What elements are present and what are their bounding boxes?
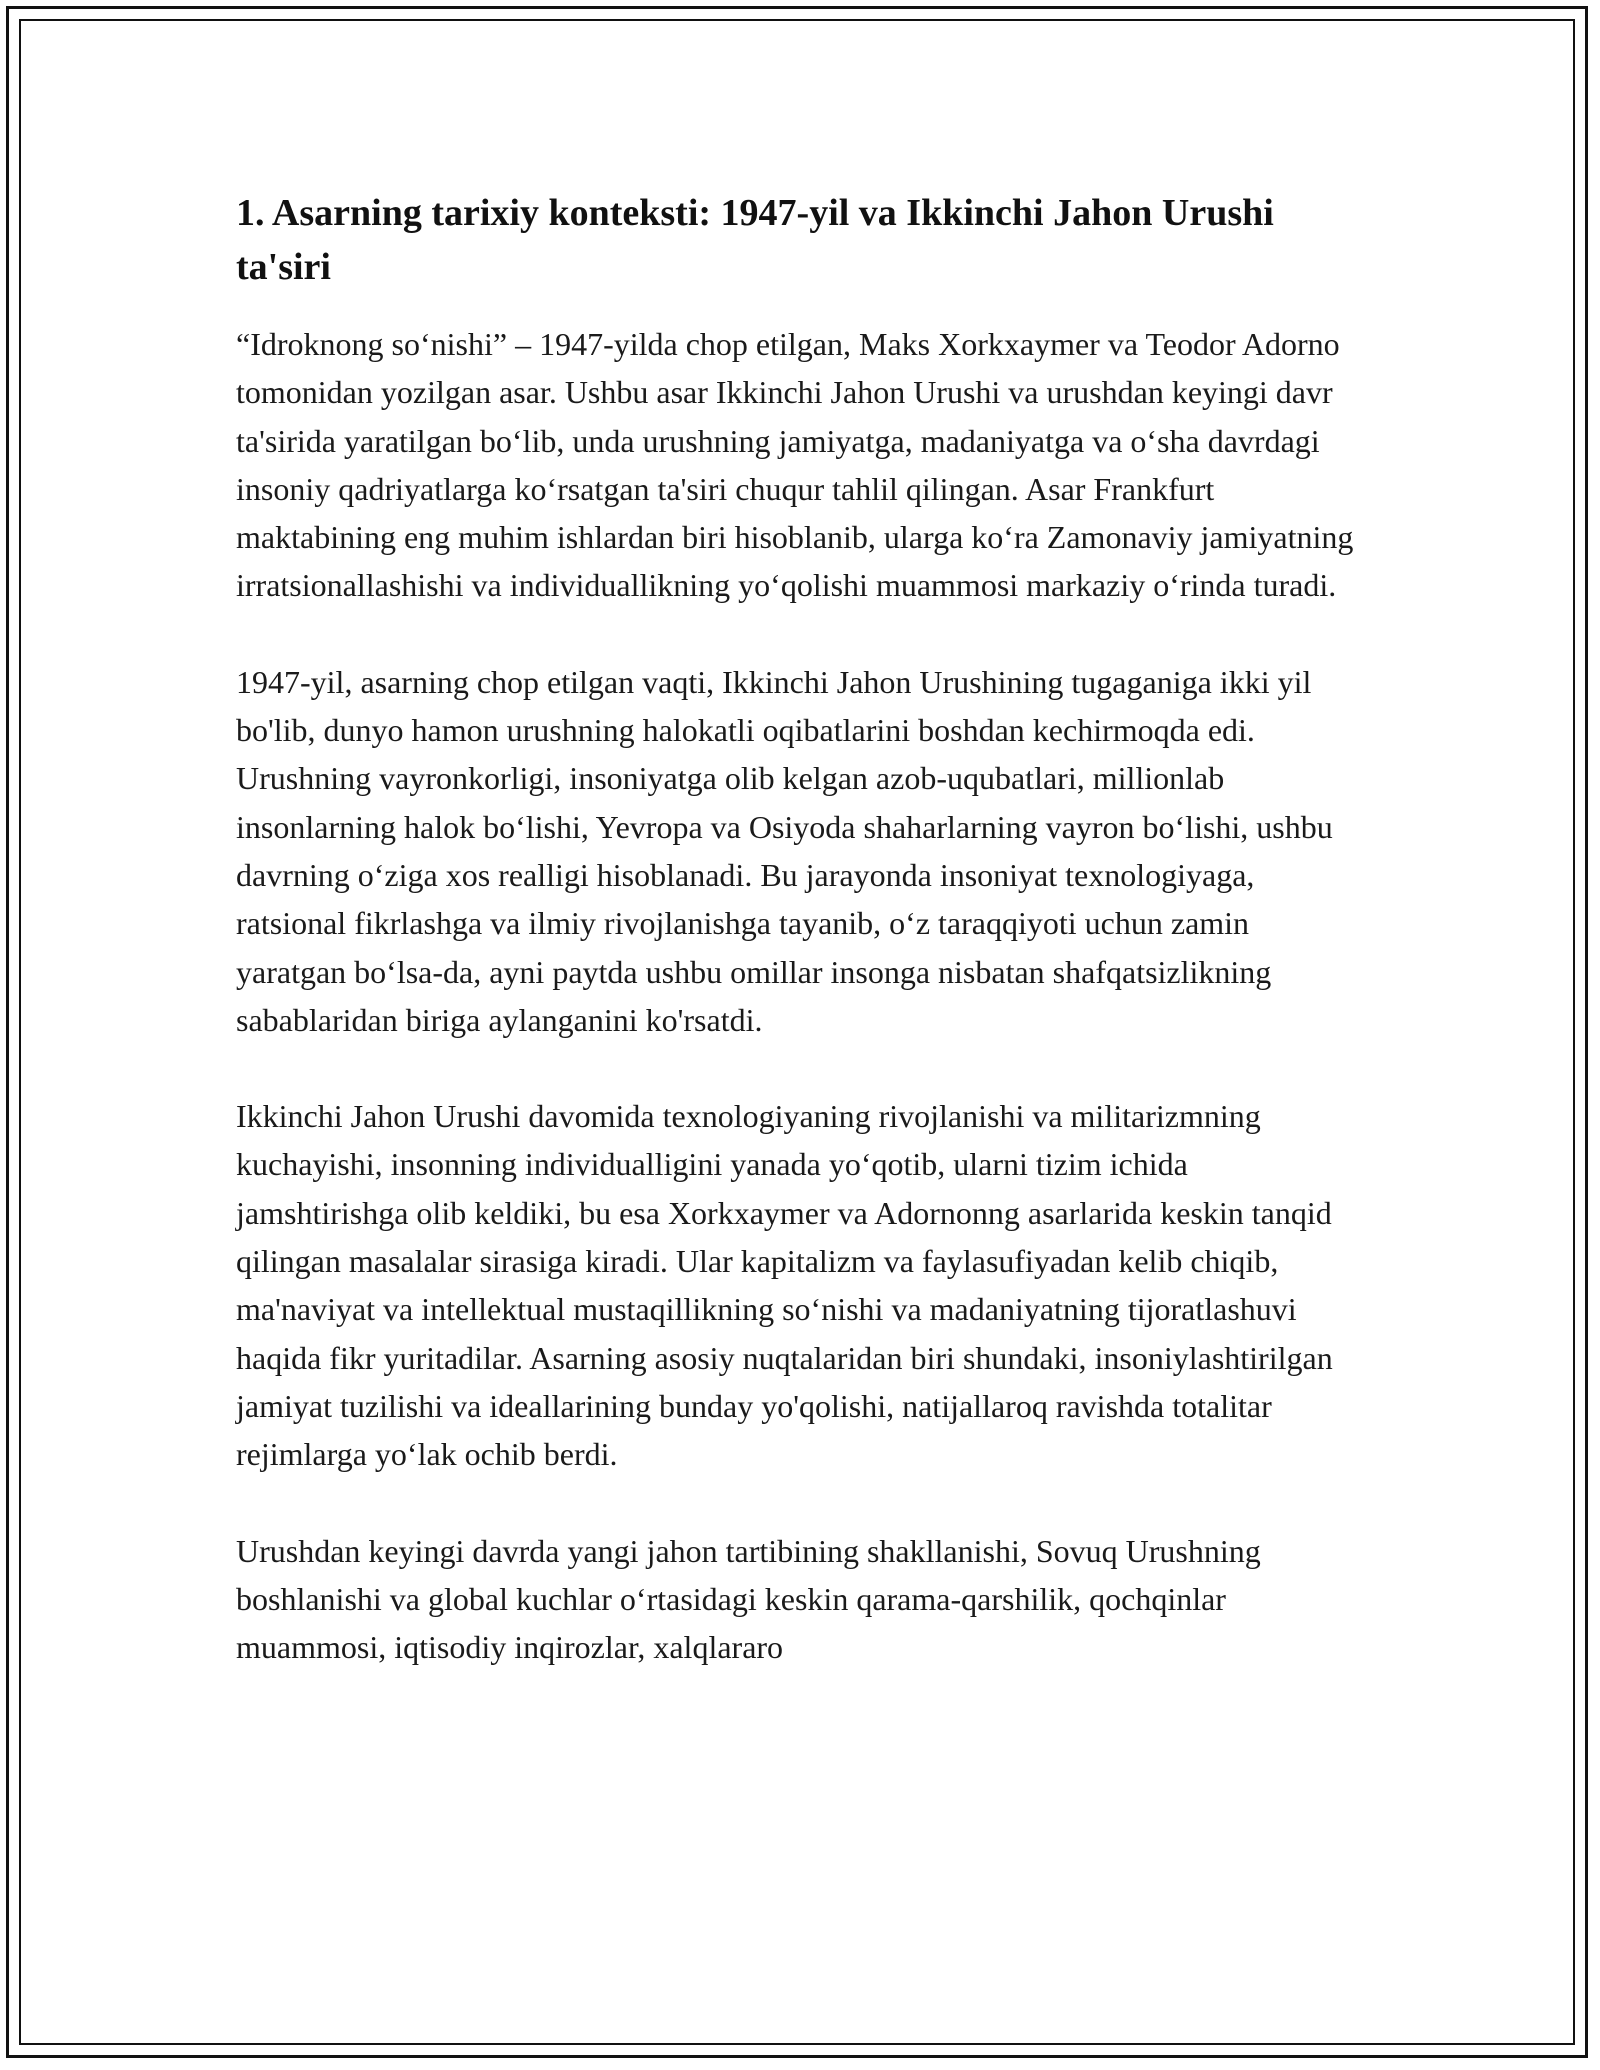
- paragraph-3: Ikkinchi Jahon Urushi davomida texnologiyaning rivojlanishi va militarizmning kuchayishi, insonning individualligini yanada yo‘qotib, ularni tizim ichida jamshtirishga olib keldiki, bu esa Xorkxaymer va Adornonng asarlarida keskin tanqid qilingan masalalar sirasiga kiradi. Ular kapitalizm va faylasufiyadan kelib chiqib, ma'naviyat va intellektual mustaqillikning so‘nishi va madaniyatning tijoratlashuvi haqida fikr yuritadilar. Asarning asosiy nuqtalaridan biri shundaki, insoniylashtirilgan jamiyat tuzilishi va ideallarining bunday yo'qolishi, natijallaroq ravishda totalitar rejimlarga yo‘lak ochib berdi.: [236, 1098, 1333, 1473]
- paragraph-2: 1947-yil, asarning chop etilgan vaqti, Ikkinchi Jahon Urushining tugaganiga ikki yil bo'lib, dunyo hamon urushning halokatli oqibatlarini boshdan kechirmoqda edi. Urushning vayronkorligi, insoniyatga olib kelgan azob-uqubatlari, millionlab insonlarning halok bo‘lishi, Yevropa va Osiyoda shaharlarning vayron bo‘lishi, ushbu davrning o‘ziga xos realligi hisoblanadi. Bu jarayonda insoniyat texnologiyaga, ratsional fikrlashga va ilmiy rivojlanishga tayanib, o‘z taraqqiyoti uchun zamin yaratgan bo‘lsa-da, ayni paytda ushbu omillar insonga nisbatan shafqatsizlikning sabablaridan biriga aylanganini ko'rsatdi.: [236, 663, 1333, 1038]
- paragraph-1: “Idroknong so‘nishi” – 1947-yilda chop etilgan, Maks Xorkxaymer va Teodor Adorno tomonidan yozilgan asar. Ushbu asar Ikkinchi Jahon Urushi va urushdan keyingi davr ta'sirida yaratilgan bo‘lib, unda urushning jamiyatga, madaniyatga va o‘sha davrdagi insoniy qadriyatlarga ko‘rsatgan ta'siri chuqur tahlil qilingan. Asar Frankfurt maktabining eng muhim ishlardan biri hisoblanib, ularga ko‘ra Zamonaviy jamiyatning irratsionallashishi va individuallikning yo‘qolishi muammosi markaziy o‘rinda turadi.: [236, 326, 1354, 604]
- paragraph-4: Urushdan keyingi davrda yangi jahon tartibining shakllanishi, Sovuq Urushning boshlanishi va global kuchlar o‘rtasidagi keskin qarama-qarshilik, qochqinlar muammosi, iqtisodiy inqirozlar, xalqlararo: [236, 1532, 1261, 1666]
- document-body: [236, 186, 1366, 1719]
- section-heading: 1. Asarning tarixiy konteksti: 1947-yil va Ikkinchi Jahon Urushi ta'siri: [236, 192, 1274, 288]
